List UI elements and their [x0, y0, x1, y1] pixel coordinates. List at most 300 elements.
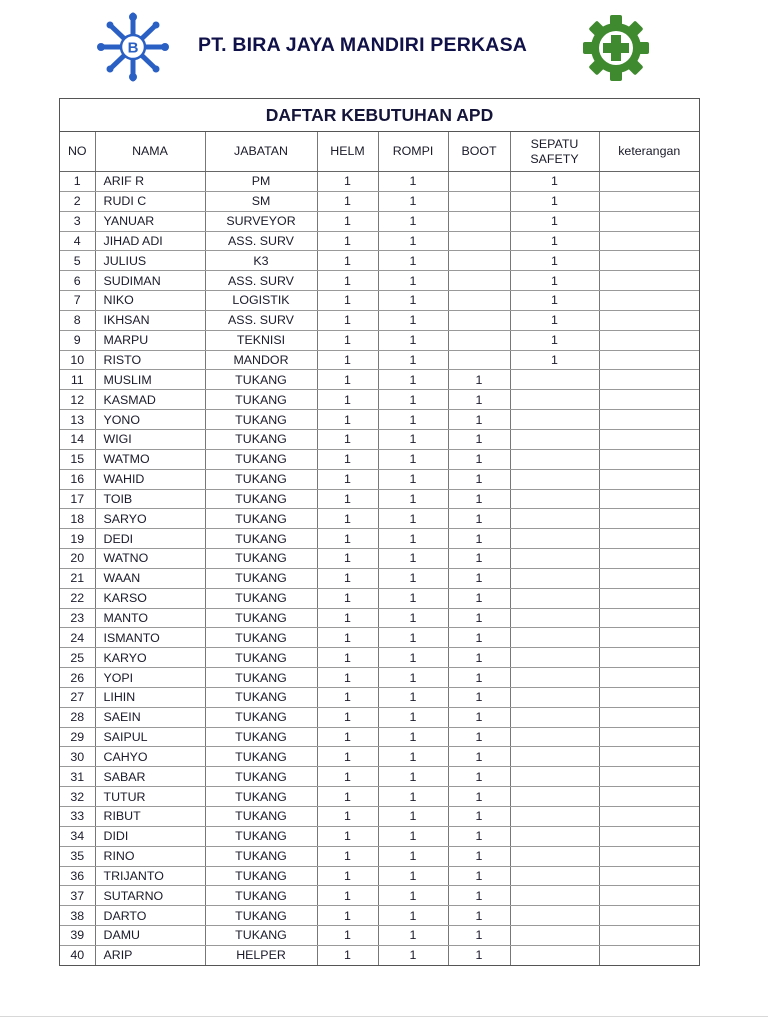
cell-helm: 1	[317, 608, 378, 628]
table-row	[60, 767, 699, 787]
cell-sepatu	[510, 747, 599, 767]
cell-jabatan: TUKANG	[205, 846, 317, 866]
cell-no: 29	[60, 727, 95, 747]
cell-boot	[448, 191, 510, 211]
table-row	[60, 330, 699, 350]
cell-boot	[448, 251, 510, 271]
cell-helm: 1	[317, 568, 378, 588]
cell-nama: WIGI	[95, 429, 205, 449]
cell-helm: 1	[317, 310, 378, 330]
table-row	[60, 588, 699, 608]
cell-nama: SARYO	[95, 509, 205, 529]
cell-sepatu	[510, 945, 599, 964]
cell-rompi: 1	[378, 886, 448, 906]
cell-no: 37	[60, 886, 95, 906]
cell-helm: 1	[317, 886, 378, 906]
cell-no: 30	[60, 747, 95, 767]
cell-boot: 1	[448, 588, 510, 608]
cell-helm: 1	[317, 707, 378, 727]
cell-boot: 1	[448, 449, 510, 469]
cell-rompi: 1	[378, 251, 448, 271]
cell-ket	[599, 549, 699, 569]
cell-rompi: 1	[378, 291, 448, 311]
cell-rompi: 1	[378, 727, 448, 747]
cell-ket	[599, 568, 699, 588]
cell-nama: MUSLIM	[95, 370, 205, 390]
table-row	[60, 747, 699, 767]
cell-sepatu	[510, 826, 599, 846]
cell-helm: 1	[317, 370, 378, 390]
cell-rompi: 1	[378, 648, 448, 668]
cell-rompi: 1	[378, 211, 448, 231]
cell-ket	[599, 608, 699, 628]
cell-jabatan: K3	[205, 251, 317, 271]
cell-no: 4	[60, 231, 95, 251]
cell-no: 18	[60, 509, 95, 529]
cell-no: 38	[60, 906, 95, 926]
cell-no: 9	[60, 330, 95, 350]
cell-sepatu	[510, 807, 599, 827]
cell-nama: DARTO	[95, 906, 205, 926]
cell-rompi: 1	[378, 370, 448, 390]
cell-no: 2	[60, 191, 95, 211]
cell-helm: 1	[317, 172, 378, 192]
cell-boot: 1	[448, 410, 510, 430]
table-row	[60, 449, 699, 469]
cell-rompi: 1	[378, 906, 448, 926]
col-header-sepatu-safety	[510, 132, 599, 172]
cell-helm: 1	[317, 945, 378, 964]
cell-sepatu	[510, 549, 599, 569]
table-header-row	[60, 132, 699, 172]
cell-jabatan: TUKANG	[205, 668, 317, 688]
col-header-sepatu-line1: SEPATU	[530, 136, 579, 151]
cell-jabatan: TUKANG	[205, 687, 317, 707]
cell-sepatu: 1	[510, 211, 599, 231]
cell-ket	[599, 588, 699, 608]
cell-sepatu	[510, 707, 599, 727]
cell-boot: 1	[448, 866, 510, 886]
cell-no: 28	[60, 707, 95, 727]
cell-ket	[599, 469, 699, 489]
table-row	[60, 945, 699, 964]
col-header-keterangan: keterangan	[599, 132, 699, 172]
cell-sepatu	[510, 846, 599, 866]
cell-nama: TRIJANTO	[95, 866, 205, 886]
cell-jabatan: TUKANG	[205, 410, 317, 430]
cell-rompi: 1	[378, 668, 448, 688]
cell-helm: 1	[317, 549, 378, 569]
cell-no: 1	[60, 172, 95, 192]
cell-sepatu	[510, 449, 599, 469]
cell-boot: 1	[448, 509, 510, 529]
cell-nama: RISTO	[95, 350, 205, 370]
col-header-boot: BOOT	[448, 132, 510, 172]
cell-ket	[599, 191, 699, 211]
cell-nama: NIKO	[95, 291, 205, 311]
cell-no: 10	[60, 350, 95, 370]
company-name: PT. BIRA JAYA MANDIRI PERKASA	[198, 34, 528, 56]
cell-nama: SABAR	[95, 767, 205, 787]
cell-rompi: 1	[378, 429, 448, 449]
cell-nama: CAHYO	[95, 747, 205, 767]
table-row	[60, 211, 699, 231]
cell-boot: 1	[448, 807, 510, 827]
cell-ket	[599, 826, 699, 846]
cell-sepatu: 1	[510, 251, 599, 271]
cell-helm: 1	[317, 251, 378, 271]
cell-boot: 1	[448, 846, 510, 866]
cell-sepatu: 1	[510, 172, 599, 192]
table-row	[60, 489, 699, 509]
cell-ket	[599, 926, 699, 946]
cell-sepatu	[510, 906, 599, 926]
cell-no: 5	[60, 251, 95, 271]
cell-helm: 1	[317, 807, 378, 827]
cell-jabatan: TUKANG	[205, 529, 317, 549]
cell-nama: WAHID	[95, 469, 205, 489]
cell-boot	[448, 231, 510, 251]
cell-rompi: 1	[378, 549, 448, 569]
cell-nama: WAAN	[95, 568, 205, 588]
cell-helm: 1	[317, 449, 378, 469]
cell-jabatan: TUKANG	[205, 747, 317, 767]
cell-nama: DIDI	[95, 826, 205, 846]
cell-helm: 1	[317, 747, 378, 767]
cell-ket	[599, 747, 699, 767]
cell-nama: ARIP	[95, 945, 205, 964]
cell-helm: 1	[317, 787, 378, 807]
cell-no: 36	[60, 866, 95, 886]
cell-boot: 1	[448, 529, 510, 549]
cell-boot	[448, 350, 510, 370]
cell-helm: 1	[317, 826, 378, 846]
cell-rompi: 1	[378, 410, 448, 430]
cell-rompi: 1	[378, 628, 448, 648]
cell-jabatan: TUKANG	[205, 489, 317, 509]
cell-boot: 1	[448, 886, 510, 906]
cell-ket	[599, 410, 699, 430]
cell-sepatu	[510, 648, 599, 668]
cell-boot: 1	[448, 707, 510, 727]
cell-jabatan: TUKANG	[205, 906, 317, 926]
cell-helm: 1	[317, 668, 378, 688]
table-row	[60, 707, 699, 727]
cell-rompi: 1	[378, 310, 448, 330]
cell-helm: 1	[317, 509, 378, 529]
cell-helm: 1	[317, 926, 378, 946]
cell-helm: 1	[317, 846, 378, 866]
cell-boot: 1	[448, 648, 510, 668]
cell-sepatu	[510, 469, 599, 489]
col-header-sepatu-line2: SAFETY	[530, 151, 579, 166]
cell-rompi: 1	[378, 529, 448, 549]
cell-boot	[448, 211, 510, 231]
table-row	[60, 172, 699, 192]
cell-helm: 1	[317, 291, 378, 311]
cell-jabatan: TUKANG	[205, 628, 317, 648]
cell-rompi: 1	[378, 608, 448, 628]
cell-ket	[599, 509, 699, 529]
cell-boot: 1	[448, 469, 510, 489]
cell-ket	[599, 370, 699, 390]
cell-boot	[448, 310, 510, 330]
cell-helm: 1	[317, 330, 378, 350]
cell-helm: 1	[317, 469, 378, 489]
col-header-jabatan: JABATAN	[205, 132, 317, 172]
cell-sepatu	[510, 628, 599, 648]
cell-ket	[599, 390, 699, 410]
cell-no: 7	[60, 291, 95, 311]
cell-sepatu	[510, 509, 599, 529]
table-row	[60, 846, 699, 866]
cell-ket	[599, 846, 699, 866]
cell-ket	[599, 271, 699, 291]
cell-boot: 1	[448, 787, 510, 807]
cell-boot: 1	[448, 568, 510, 588]
cell-jabatan: TUKANG	[205, 449, 317, 469]
cell-rompi: 1	[378, 231, 448, 251]
cell-jabatan: SM	[205, 191, 317, 211]
cell-no: 12	[60, 390, 95, 410]
cell-sepatu	[510, 529, 599, 549]
cell-boot	[448, 271, 510, 291]
cell-helm: 1	[317, 410, 378, 430]
cell-helm: 1	[317, 231, 378, 251]
cell-boot: 1	[448, 747, 510, 767]
table-row	[60, 410, 699, 430]
cell-boot: 1	[448, 390, 510, 410]
cell-jabatan: LOGISTIK	[205, 291, 317, 311]
safety-gear-cross-icon	[582, 14, 650, 82]
cell-rompi: 1	[378, 747, 448, 767]
cell-no: 17	[60, 489, 95, 509]
table-row	[60, 231, 699, 251]
cell-helm: 1	[317, 588, 378, 608]
col-header-nama: NAMA	[95, 132, 205, 172]
cell-helm: 1	[317, 390, 378, 410]
table-row	[60, 727, 699, 747]
cell-sepatu	[510, 866, 599, 886]
cell-nama: RIBUT	[95, 807, 205, 827]
cell-boot: 1	[448, 608, 510, 628]
cell-no: 22	[60, 588, 95, 608]
cell-jabatan: ASS. SURV	[205, 271, 317, 291]
cell-jabatan: HELPER	[205, 945, 317, 964]
cell-helm: 1	[317, 727, 378, 747]
cell-rompi: 1	[378, 191, 448, 211]
cell-no: 15	[60, 449, 95, 469]
cell-no: 6	[60, 271, 95, 291]
table-row	[60, 648, 699, 668]
cell-helm: 1	[317, 687, 378, 707]
cell-ket	[599, 211, 699, 231]
cell-jabatan: TUKANG	[205, 370, 317, 390]
cell-nama: TOIB	[95, 489, 205, 509]
cell-no: 14	[60, 429, 95, 449]
cell-ket	[599, 648, 699, 668]
cell-nama: ARIF R	[95, 172, 205, 192]
cell-jabatan: TUKANG	[205, 707, 317, 727]
cell-nama: DAMU	[95, 926, 205, 946]
table-row	[60, 429, 699, 449]
cell-jabatan: SURVEYOR	[205, 211, 317, 231]
cell-jabatan: TUKANG	[205, 648, 317, 668]
cell-no: 26	[60, 668, 95, 688]
cell-helm: 1	[317, 211, 378, 231]
table-row	[60, 906, 699, 926]
cell-helm: 1	[317, 191, 378, 211]
cell-ket	[599, 350, 699, 370]
cell-nama: KARYO	[95, 648, 205, 668]
cell-jabatan: TUKANG	[205, 608, 317, 628]
cell-jabatan: TUKANG	[205, 926, 317, 946]
cell-no: 39	[60, 926, 95, 946]
cell-ket	[599, 449, 699, 469]
table-row	[60, 291, 699, 311]
cell-ket	[599, 172, 699, 192]
cell-sepatu	[510, 608, 599, 628]
cell-ket	[599, 429, 699, 449]
cell-ket	[599, 787, 699, 807]
cell-jabatan: PM	[205, 172, 317, 192]
cell-rompi: 1	[378, 350, 448, 370]
cell-sepatu	[510, 767, 599, 787]
cell-sepatu: 1	[510, 191, 599, 211]
cell-rompi: 1	[378, 449, 448, 469]
cell-nama: YANUAR	[95, 211, 205, 231]
cell-no: 34	[60, 826, 95, 846]
cell-sepatu: 1	[510, 330, 599, 350]
cell-rompi: 1	[378, 271, 448, 291]
cell-jabatan: TUKANG	[205, 787, 317, 807]
cell-ket	[599, 767, 699, 787]
cell-jabatan: TUKANG	[205, 807, 317, 827]
cell-boot: 1	[448, 826, 510, 846]
cell-boot: 1	[448, 429, 510, 449]
cell-nama: TUTUR	[95, 787, 205, 807]
cell-jabatan: TUKANG	[205, 390, 317, 410]
cell-sepatu: 1	[510, 231, 599, 251]
cell-rompi: 1	[378, 945, 448, 964]
cell-sepatu	[510, 886, 599, 906]
table-row	[60, 926, 699, 946]
cell-jabatan: ASS. SURV	[205, 310, 317, 330]
cell-sepatu: 1	[510, 291, 599, 311]
cell-sepatu	[510, 390, 599, 410]
cell-no: 35	[60, 846, 95, 866]
cell-ket	[599, 628, 699, 648]
table-row	[60, 271, 699, 291]
table-row	[60, 628, 699, 648]
cell-sepatu	[510, 489, 599, 509]
cell-nama: KASMAD	[95, 390, 205, 410]
cell-no: 33	[60, 807, 95, 827]
cell-no: 20	[60, 549, 95, 569]
cell-sepatu	[510, 568, 599, 588]
table-row	[60, 608, 699, 628]
cell-rompi: 1	[378, 926, 448, 946]
cell-nama: SUTARNO	[95, 886, 205, 906]
cell-sepatu	[510, 588, 599, 608]
table-row	[60, 191, 699, 211]
cell-no: 3	[60, 211, 95, 231]
cell-ket	[599, 310, 699, 330]
cell-helm: 1	[317, 906, 378, 926]
cell-boot: 1	[448, 687, 510, 707]
cell-boot: 1	[448, 489, 510, 509]
cell-rompi: 1	[378, 489, 448, 509]
cell-no: 40	[60, 945, 95, 964]
col-header-helm: HELM	[317, 132, 378, 172]
cell-ket	[599, 251, 699, 271]
table-row	[60, 866, 699, 886]
cell-helm: 1	[317, 350, 378, 370]
col-header-no: NO	[60, 132, 95, 172]
cell-no: 19	[60, 529, 95, 549]
cell-ket	[599, 687, 699, 707]
cell-jabatan: TUKANG	[205, 727, 317, 747]
table-row	[60, 787, 699, 807]
table-row	[60, 251, 699, 271]
table-row	[60, 687, 699, 707]
cell-rompi: 1	[378, 767, 448, 787]
table-row	[60, 807, 699, 827]
cell-sepatu	[510, 687, 599, 707]
cell-rompi: 1	[378, 330, 448, 350]
cell-nama: MARPU	[95, 330, 205, 350]
table-row	[60, 886, 699, 906]
cell-boot: 1	[448, 549, 510, 569]
cell-helm: 1	[317, 271, 378, 291]
table-row	[60, 568, 699, 588]
cell-boot	[448, 172, 510, 192]
cell-no: 25	[60, 648, 95, 668]
cell-boot: 1	[448, 668, 510, 688]
cell-sepatu: 1	[510, 310, 599, 330]
cell-nama: JIHAD ADI	[95, 231, 205, 251]
cell-sepatu	[510, 668, 599, 688]
cell-jabatan: TUKANG	[205, 886, 317, 906]
cell-ket	[599, 727, 699, 747]
cell-boot: 1	[448, 926, 510, 946]
cell-jabatan: ASS. SURV	[205, 231, 317, 251]
cell-sepatu	[510, 429, 599, 449]
cell-ket	[599, 668, 699, 688]
cell-jabatan: TUKANG	[205, 568, 317, 588]
apd-sheet	[59, 98, 700, 966]
cell-nama: SAEIN	[95, 707, 205, 727]
cell-helm: 1	[317, 648, 378, 668]
cell-boot: 1	[448, 370, 510, 390]
cell-ket	[599, 231, 699, 251]
cell-boot: 1	[448, 767, 510, 787]
cell-rompi: 1	[378, 687, 448, 707]
cell-boot	[448, 291, 510, 311]
cell-rompi: 1	[378, 787, 448, 807]
cell-jabatan: TUKANG	[205, 866, 317, 886]
cell-nama: DEDI	[95, 529, 205, 549]
cell-boot: 1	[448, 628, 510, 648]
cell-nama: KARSO	[95, 588, 205, 608]
cell-sepatu	[510, 727, 599, 747]
cell-nama: RUDI C	[95, 191, 205, 211]
cell-rompi: 1	[378, 588, 448, 608]
table-row	[60, 350, 699, 370]
cell-nama: YONO	[95, 410, 205, 430]
cell-nama: SUDIMAN	[95, 271, 205, 291]
letterhead	[0, 0, 768, 96]
